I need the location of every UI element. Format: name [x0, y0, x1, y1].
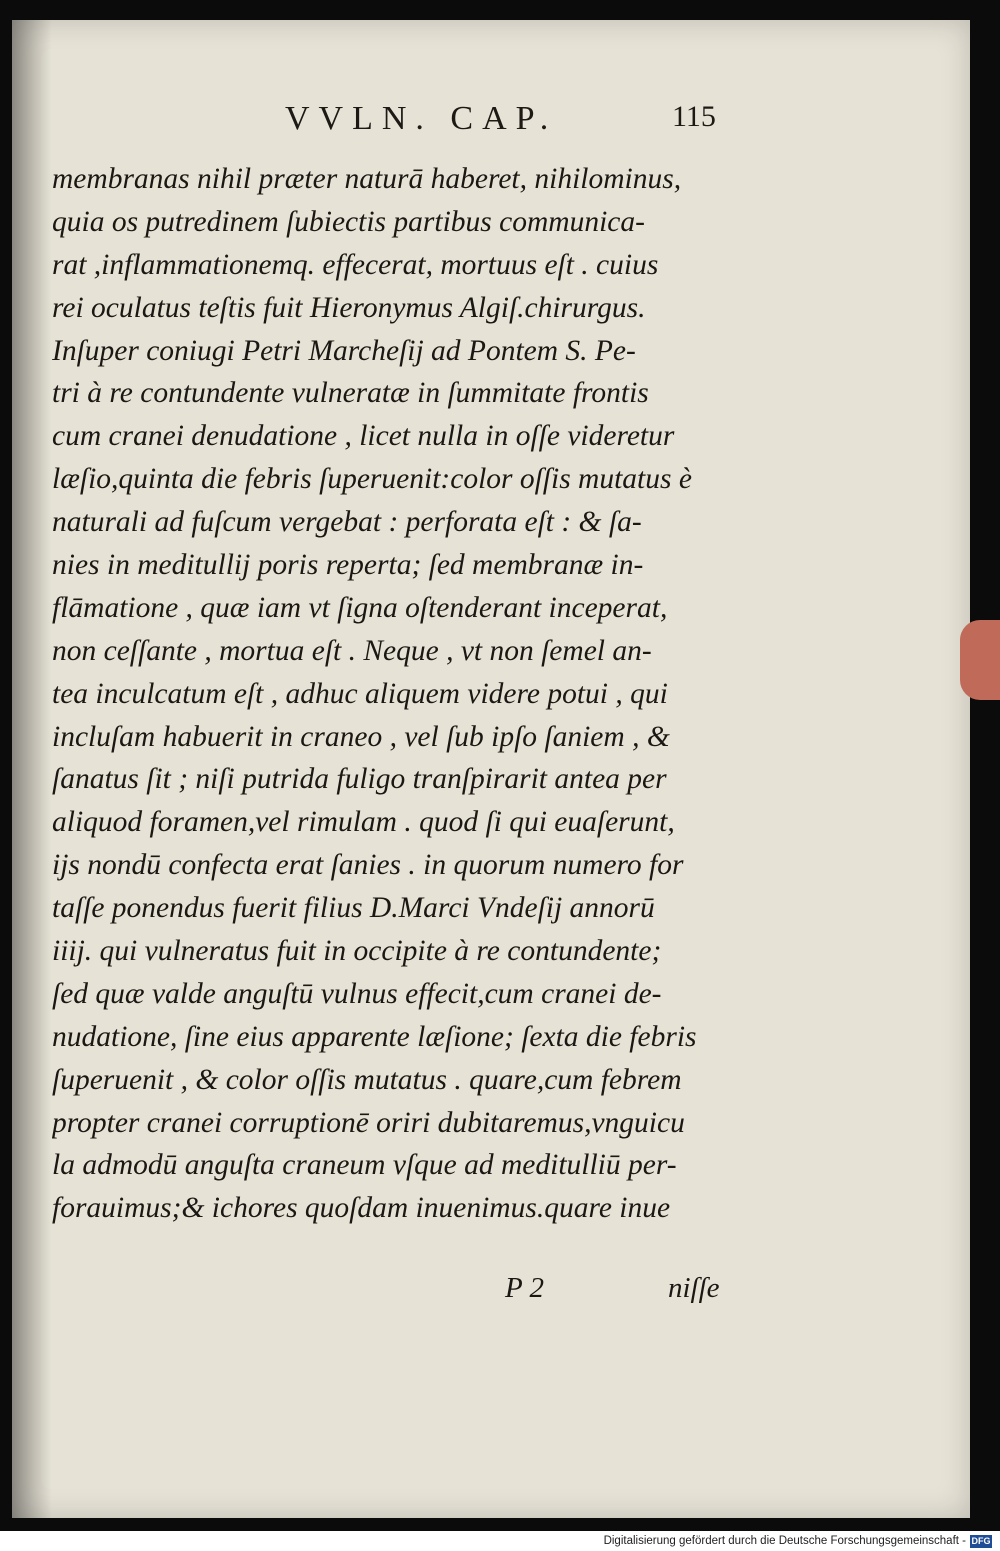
text-line: cum cranei denudatione , licet nulla in oſſe videretur [52, 420, 675, 453]
running-title: VVLN. CAP. [285, 100, 558, 137]
signature-mark: P 2 [505, 1272, 544, 1304]
catchword: niſſe [668, 1272, 720, 1304]
thumb-edge [960, 620, 1000, 700]
text-line: la admodū anguſta craneum vſque ad meditulliū per- [52, 1149, 677, 1182]
text-line: tea inculcatum eſt , adhuc aliquem videre potui , qui [52, 677, 668, 710]
text-line: nudatione, ſine eius apparente læſione; ſexta die febris [52, 1020, 697, 1053]
text-line: ſanatus ſit ; niſi putrida fuligo tranſpirarit antea per [52, 763, 667, 796]
dfg-logo: DFG [971, 1536, 991, 1546]
text-line: quia os putredinem ſubiectis partibus communica- [52, 205, 645, 238]
text-line: incluſam habuerit in craneo , vel ſub ipſo ſaniem , & [52, 720, 670, 753]
text-line: ijs nondū confecta erat ſanies . in quorum numero for [52, 849, 684, 882]
text-line: tri à re contundente vulneratæ in ſummitate frontis [52, 377, 649, 410]
text-line: nies in meditullij poris reperta; ſed membranæ in- [52, 549, 644, 582]
running-head [0, 100, 1000, 140]
text-line: non ceſſante , mortua eſt . Neque , vt non ſemel an- [52, 634, 652, 667]
text-line: forauimus;& ichores quoſdam inuenimus.quare inue [52, 1192, 671, 1225]
text-line: ſed quæ valde anguſtū vulnus effecit,cum cranei de- [52, 977, 662, 1010]
gutter-shadow [12, 20, 52, 1518]
text-line: læſio,quinta die febris ſuperuenit:color oſſis mutatus è [52, 463, 692, 496]
text-line: rei oculatus teſtis fuit Hieronymus Algiſ.chirurgus. [52, 291, 646, 324]
text-line: flāmatione , quæ iam vt ſigna oſtenderant inceperat, [52, 591, 668, 624]
text-line: taſſe ponendus fuerit filius D.Marci Vndeſij annorū [52, 892, 655, 925]
funding-credit: Digitalisierung gefördert durch die Deutsche Forschungsgemeinschaft - [603, 1535, 966, 1547]
text-block [52, 158, 792, 1230]
text-line: aliquod foramen,vel rimulam . quod ſi qui euaſerunt, [52, 806, 675, 839]
text-line: Inſuper coniugi Petri Marcheſij ad Pontem S. Pe- [52, 334, 636, 367]
text-line: rat ,inflammationemq. effecerat, mortuus eſt . cuius [52, 248, 659, 281]
page-number: 115 [672, 100, 716, 133]
text-line: iiij. qui vulneratus fuit in occipite à re contundente; [52, 935, 662, 968]
text-line: propter cranei corruptionē oriri dubitaremus,vnguicu [52, 1106, 685, 1139]
text-line: membranas nihil præter naturā haberet, nihilominus, [52, 163, 682, 195]
text-line: naturali ad fuſcum vergebat : perforata eſt : & ſa- [52, 506, 642, 539]
text-line: ſuperuenit , & color oſſis mutatus . quare,cum febrem [52, 1063, 682, 1096]
